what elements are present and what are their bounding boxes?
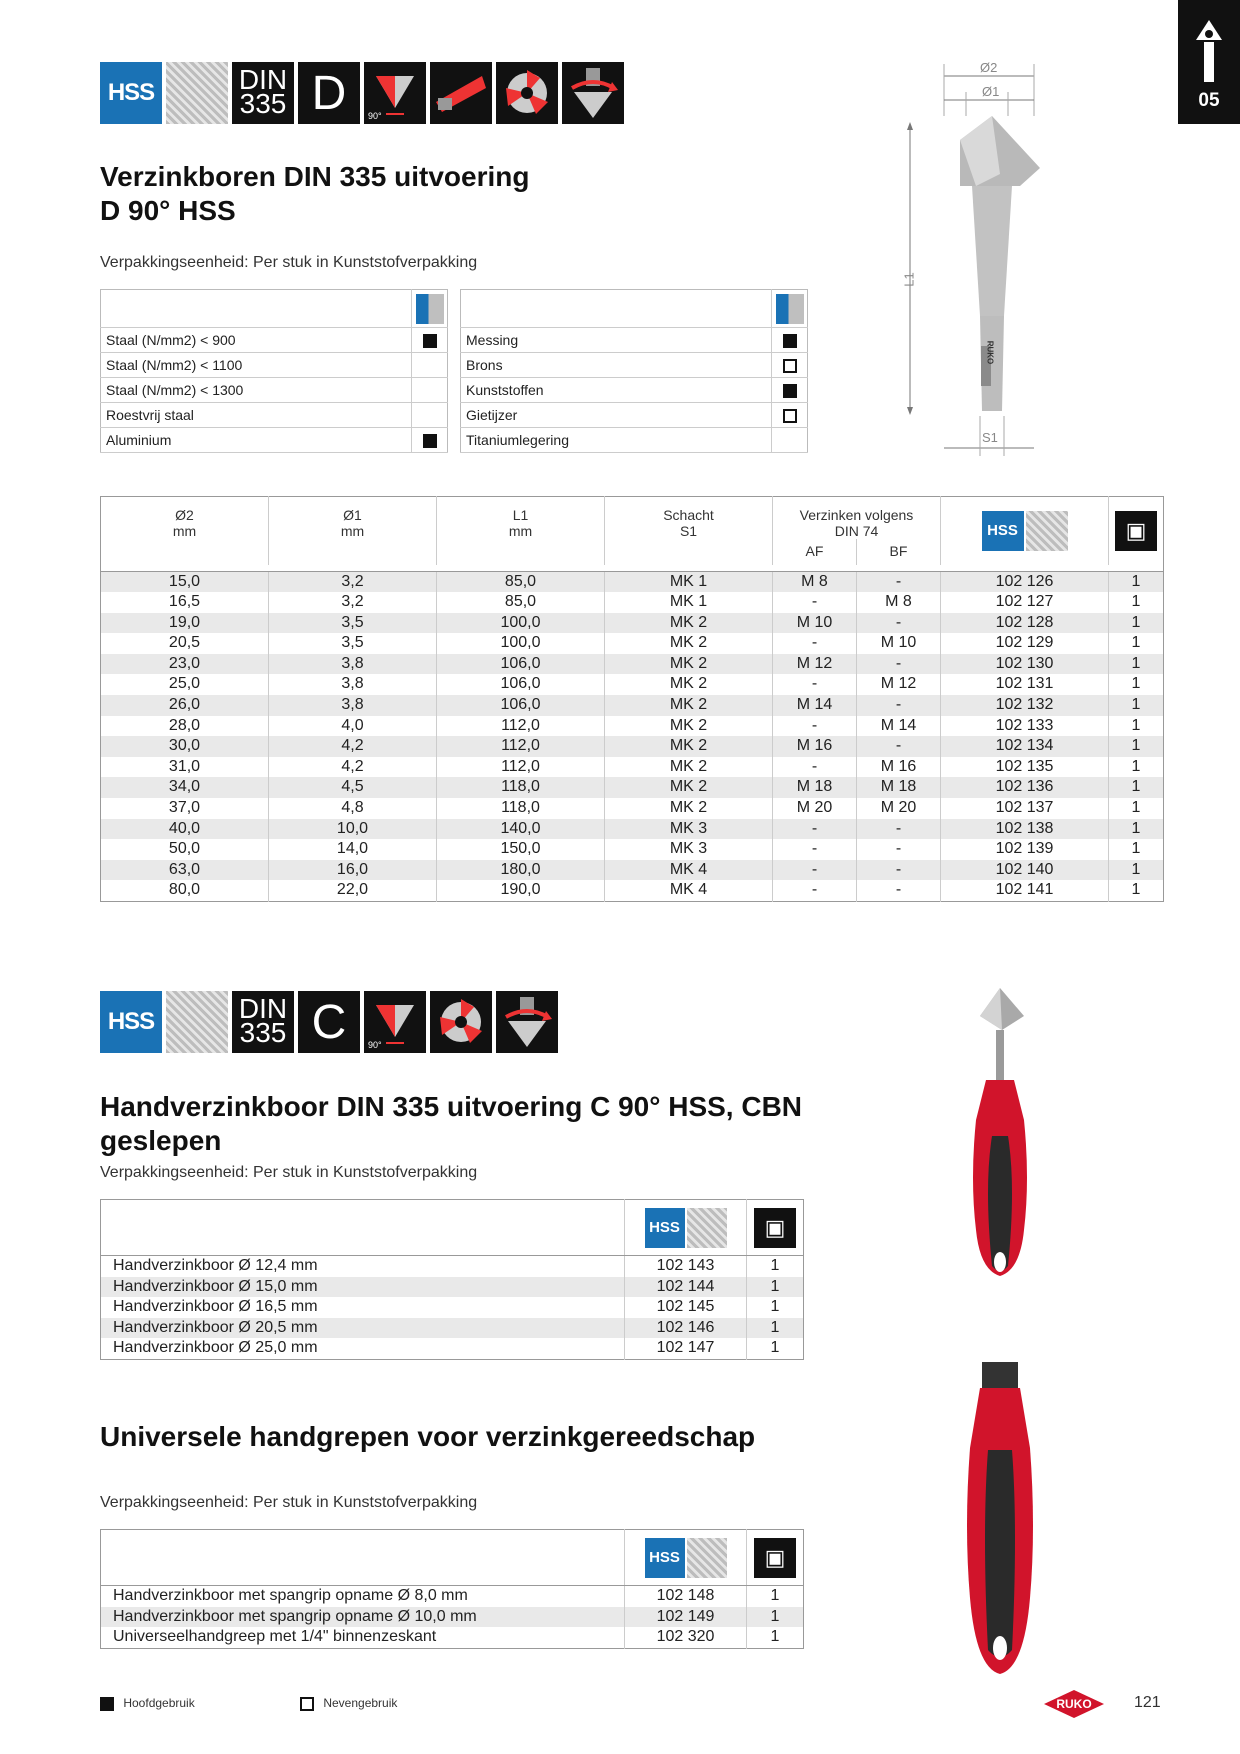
cell-af: M 12 — [773, 654, 857, 675]
cell-l1: 106,0 — [437, 654, 605, 675]
angle-label: 90° — [368, 1040, 382, 1050]
material-name: Gietijzer — [461, 403, 772, 428]
cell-d2: 63,0 — [101, 860, 269, 881]
material-use-icon — [776, 294, 804, 324]
legend-side-label: Nevengebruik — [323, 1696, 398, 1710]
three-flute-icon — [430, 991, 492, 1053]
table-row — [101, 716, 1164, 737]
cell-af: M 14 — [773, 695, 857, 716]
cell-d1: 4,5 — [269, 777, 437, 798]
three-flute-icon — [496, 62, 558, 124]
cell-af: - — [773, 757, 857, 778]
section2-title — [100, 1090, 820, 1158]
cell-l1: 112,0 — [437, 736, 605, 757]
section2-icon-strip — [100, 991, 558, 1053]
material-row — [461, 328, 808, 353]
cell-quantity: 1 — [1109, 777, 1164, 798]
cell-quantity: 1 — [1109, 695, 1164, 716]
diagram-brand: RUKO — [985, 340, 995, 365]
cell-quantity: 1 — [1109, 860, 1164, 881]
materials-table-right — [460, 289, 808, 453]
cell-l1: 112,0 — [437, 757, 605, 778]
legend-side-use — [300, 1696, 397, 1711]
materials-table-left — [100, 289, 448, 453]
cell-article-number: 102 145 — [625, 1297, 747, 1318]
metal-finish-icon — [687, 1208, 727, 1248]
cell-d1: 3,8 — [269, 654, 437, 675]
material-use-icon — [416, 294, 444, 324]
cell-article-number: 102 137 — [941, 798, 1109, 819]
cell-shank: MK 2 — [605, 695, 773, 716]
table-row — [101, 592, 1164, 613]
cell-article-number: 102 140 — [941, 860, 1109, 881]
countersink-spec-table — [100, 496, 1164, 902]
cell-shank: MK 2 — [605, 613, 773, 634]
package-icon: ▣ — [754, 1538, 796, 1578]
material-row — [461, 378, 808, 403]
hand-countersink-image — [940, 986, 1060, 1296]
metal-finish-icon — [1026, 511, 1068, 551]
table-row — [101, 654, 1164, 675]
cell-article-number: 102 138 — [941, 819, 1109, 840]
hand-countersink-table — [100, 1199, 804, 1360]
cell-bf: - — [857, 839, 941, 860]
cell-d2: 19,0 — [101, 613, 269, 634]
cell-article-number: 102 147 — [625, 1338, 747, 1359]
table-row — [101, 1318, 804, 1339]
material-row — [101, 328, 448, 353]
table-row — [101, 1277, 804, 1298]
cell-quantity: 1 — [770, 1257, 780, 1274]
material-name: Brons — [461, 353, 772, 378]
cell-shank: MK 4 — [605, 860, 773, 881]
cell-l1: 180,0 — [437, 860, 605, 881]
cell-shank: MK 2 — [605, 654, 773, 675]
cell-l1: 140,0 — [437, 819, 605, 840]
cell-l1: 85,0 — [437, 592, 605, 613]
cell-quantity: 1 — [747, 1607, 804, 1628]
cell-bf: M 18 — [857, 777, 941, 798]
table-row — [101, 839, 1164, 860]
cell-l1: 150,0 — [437, 839, 605, 860]
cell-bf: M 12 — [857, 674, 941, 695]
section1-title-line2: D 90° HSS — [100, 195, 236, 226]
table-row — [101, 1607, 804, 1628]
cell-bf: M 14 — [857, 716, 941, 737]
cell-bf: - — [857, 654, 941, 675]
filled-square-icon — [100, 1697, 114, 1711]
diagram-label-l1: L1 — [901, 272, 917, 287]
cell-shank: MK 3 — [605, 839, 773, 860]
cell-af: - — [773, 716, 857, 737]
table-row — [101, 777, 1164, 798]
cell-article-number: 102 136 — [941, 777, 1109, 798]
cell-bf: M 8 — [857, 592, 941, 613]
material-name: Staal (N/mm2) < 1100 — [101, 353, 412, 378]
legend-main-use — [100, 1696, 195, 1711]
cell-bf: M 10 — [857, 633, 941, 654]
cell-description: Universeelhandgreep met 1/4" binnenzeskant — [101, 1627, 625, 1648]
col-verzinken: Verzinken volgens DIN 74 — [773, 497, 941, 540]
table-row — [101, 1256, 804, 1277]
din-label: DIN — [238, 64, 288, 95]
cell-shank: MK 2 — [605, 633, 773, 654]
metal-finish-icon — [687, 1538, 727, 1578]
cell-d2: 25,0 — [101, 674, 269, 695]
countersink-diagram — [880, 56, 1080, 466]
angle-icon — [364, 991, 426, 1053]
section3-packaging: Verpakkingseenheid: Per stuk in Kunststofverpakking — [100, 1494, 478, 1511]
table-row — [101, 674, 1164, 695]
section2-title-line2: geslepen — [100, 1125, 222, 1156]
cell-af: M 8 — [773, 571, 857, 592]
cell-d1: 4,2 — [269, 736, 437, 757]
cell-article-number: 102 146 — [625, 1318, 747, 1339]
material-row — [101, 353, 448, 378]
diagram-label-d1: Ø1 — [982, 84, 1000, 99]
cell-l1: 118,0 — [437, 777, 605, 798]
col-schacht: Schacht S1 — [605, 497, 773, 566]
material-name: Aluminium — [101, 428, 412, 453]
cell-bf: - — [857, 880, 941, 901]
material-name: Staal (N/mm2) < 900 — [101, 328, 412, 353]
cell-article-number: 102 144 — [625, 1277, 747, 1298]
empty-square-icon — [300, 1697, 314, 1711]
cell-af: M 10 — [773, 613, 857, 634]
cell-shank: MK 3 — [605, 819, 773, 840]
material-row — [461, 428, 808, 453]
table-row — [101, 736, 1164, 757]
cell-article-number: 102 130 — [941, 654, 1109, 675]
cell-quantity: 1 — [1109, 571, 1164, 592]
table-row — [101, 757, 1164, 778]
cell-af: - — [773, 839, 857, 860]
cell-article-number: 102 320 — [625, 1627, 747, 1648]
package-icon: ▣ — [1115, 511, 1157, 551]
cell-quantity: 1 — [1109, 613, 1164, 634]
cell-d1: 3,5 — [269, 633, 437, 654]
material-row — [101, 403, 448, 428]
cell-quantity: 1 — [1131, 675, 1141, 693]
table-row — [101, 633, 1164, 654]
cell-quantity: 1 — [770, 1628, 780, 1645]
cell-d1: 3,8 — [269, 674, 437, 695]
cell-d1: 3,8 — [269, 695, 437, 716]
cell-bf: - — [857, 860, 941, 881]
cell-d2: 31,0 — [101, 757, 269, 778]
cell-quantity: 1 — [1131, 840, 1141, 858]
cell-quantity: 1 — [1131, 799, 1141, 817]
cell-shank: MK 2 — [605, 757, 773, 778]
cell-d1: 3,2 — [269, 592, 437, 613]
cell-quantity: 1 — [770, 1298, 780, 1315]
table-row — [101, 880, 1164, 901]
section2-packaging: Verpakkingseenheid: Per stuk in Kunststofverpakking — [100, 1164, 478, 1181]
cell-article-number: 102 128 — [941, 613, 1109, 634]
cell-bf: - — [857, 695, 941, 716]
universal-handle-table — [100, 1529, 804, 1649]
material-row — [101, 378, 448, 403]
section1-title — [100, 160, 720, 228]
cell-quantity: 1 — [1109, 819, 1164, 840]
cell-l1: 112,0 — [437, 716, 605, 737]
cell-article-number: 102 135 — [941, 757, 1109, 778]
section2-title-line1: Handverzinkboor DIN 335 uitvoering C 90° HSS, CBN — [100, 1091, 803, 1122]
cell-l1: 100,0 — [437, 633, 605, 654]
main-use-square-icon — [783, 334, 797, 348]
cell-d2: 23,0 — [101, 654, 269, 675]
col-bf: BF — [857, 539, 941, 565]
cell-article-number: 102 127 — [941, 592, 1109, 613]
cell-shank: MK 2 — [605, 736, 773, 757]
cell-d2: 20,5 — [101, 633, 269, 654]
cell-bf: M 20 — [857, 798, 941, 819]
cell-af: - — [773, 860, 857, 881]
table-row — [101, 695, 1164, 716]
col-d1: Ø1 mm — [269, 497, 437, 566]
hss-icon: HSS — [645, 1538, 685, 1578]
cell-d2: 50,0 — [101, 839, 269, 860]
hss-icon: HSS — [645, 1208, 685, 1248]
col-l1: L1 mm — [437, 497, 605, 566]
rotation-icon — [496, 991, 558, 1053]
universal-handle-image — [940, 1360, 1060, 1680]
cell-quantity: 1 — [1109, 736, 1164, 757]
din-icon — [232, 62, 294, 124]
cell-shank: MK 1 — [605, 571, 773, 592]
cell-l1: 85,0 — [437, 571, 605, 592]
angle-label: 90° — [368, 111, 382, 121]
cell-af: - — [773, 633, 857, 654]
cell-d2: 30,0 — [101, 736, 269, 757]
material-row — [101, 428, 448, 453]
cell-article-number: 102 141 — [941, 880, 1109, 901]
cell-article-number: 102 148 — [625, 1586, 747, 1607]
cell-d2: 80,0 — [101, 880, 269, 901]
cell-article-number: 102 126 — [941, 571, 1109, 592]
cell-quantity: 1 — [770, 1587, 780, 1604]
din-number: 335 — [239, 1017, 287, 1048]
material-row — [461, 403, 808, 428]
page-number: 121 — [1134, 1694, 1161, 1711]
cell-af: - — [773, 880, 857, 901]
cell-article-number: 102 129 — [941, 633, 1109, 654]
din-number: 335 — [239, 88, 287, 119]
section1-icon-strip — [100, 62, 624, 124]
cell-d1: 10,0 — [269, 819, 437, 840]
table-row — [101, 1338, 804, 1359]
ruko-logo-text: RUKO — [1056, 1697, 1092, 1711]
type-letter-icon: D — [298, 62, 360, 124]
col-af: AF — [773, 539, 857, 565]
cell-quantity: 1 — [747, 1318, 804, 1339]
diagram-label-s1: S1 — [982, 430, 998, 445]
rotation-icon — [562, 62, 624, 124]
metal-finish-icon — [166, 991, 228, 1053]
col-quantity — [1109, 497, 1164, 566]
cell-article-number: 102 143 — [625, 1256, 747, 1277]
cell-bf: - — [857, 736, 941, 757]
main-use-square-icon — [423, 334, 437, 348]
cell-article-number: 102 134 — [941, 736, 1109, 757]
col-d2: Ø2 mm — [101, 497, 269, 566]
cell-af: - — [773, 674, 857, 695]
cell-d2: 15,0 — [101, 571, 269, 592]
cell-quantity: 1 — [1131, 634, 1141, 652]
cell-l1: 106,0 — [437, 695, 605, 716]
table-row — [101, 1627, 804, 1648]
diagram-label-d2: Ø2 — [980, 60, 998, 75]
cell-l1: 190,0 — [437, 880, 605, 901]
type-letter-icon: C — [298, 991, 360, 1053]
morse-shank-icon — [430, 62, 492, 124]
cell-d2: 16,5 — [101, 592, 269, 613]
cell-d1: 4,8 — [269, 798, 437, 819]
main-use-square-icon — [783, 384, 797, 398]
cell-af: - — [773, 819, 857, 840]
chapter-tab — [1178, 0, 1240, 124]
cell-description: Handverzinkboor Ø 25,0 mm — [101, 1338, 625, 1359]
cell-article-number: 102 131 — [941, 674, 1109, 695]
cell-d1: 4,2 — [269, 757, 437, 778]
cell-description: Handverzinkboor met spangrip opname Ø 10,0 mm — [101, 1607, 625, 1628]
cell-d1: 3,5 — [269, 613, 437, 634]
material-row — [461, 353, 808, 378]
metal-finish-icon — [166, 62, 228, 124]
cell-af: M 20 — [773, 798, 857, 819]
section3-title — [100, 1420, 860, 1454]
angle-icon — [364, 62, 426, 124]
main-use-square-icon — [423, 434, 437, 448]
cell-af: - — [773, 592, 857, 613]
cell-article-number: 102 149 — [625, 1607, 747, 1628]
cell-af: M 18 — [773, 777, 857, 798]
cell-shank: MK 2 — [605, 777, 773, 798]
cell-bf: M 16 — [857, 757, 941, 778]
hss-icon: HSS — [982, 511, 1024, 551]
cell-quantity: 1 — [770, 1339, 780, 1356]
cell-shank: MK 2 — [605, 716, 773, 737]
table-row — [101, 860, 1164, 881]
cell-shank: MK 1 — [605, 592, 773, 613]
cell-l1: 106,0 — [437, 674, 605, 695]
din-label: DIN — [238, 993, 288, 1024]
cell-d1: 3,2 — [269, 571, 437, 592]
table-row — [101, 798, 1164, 819]
cell-shank: MK 4 — [605, 880, 773, 901]
cell-description: Handverzinkboor met spangrip opname Ø 8,0 mm — [101, 1586, 625, 1607]
cell-af: M 16 — [773, 736, 857, 757]
din-icon — [232, 991, 294, 1053]
cell-description: Handverzinkboor Ø 12,4 mm — [101, 1256, 625, 1277]
table-row — [101, 613, 1164, 634]
cell-quantity: 1 — [1131, 593, 1141, 611]
cell-article-number: 102 132 — [941, 695, 1109, 716]
cell-shank: MK 2 — [605, 674, 773, 695]
cell-article-number: 102 133 — [941, 716, 1109, 737]
cell-quantity: 1 — [1131, 757, 1141, 775]
material-name: Messing — [461, 328, 772, 353]
cell-d1: 4,0 — [269, 716, 437, 737]
table-row — [101, 571, 1164, 592]
legend-main-label: Hoofdgebruik — [123, 1696, 195, 1710]
cell-bf: - — [857, 613, 941, 634]
cell-bf: - — [857, 819, 941, 840]
cell-d2: 40,0 — [101, 819, 269, 840]
hss-icon: HSS — [100, 991, 162, 1053]
chapter-number: 05 — [1198, 90, 1220, 111]
col-article — [941, 497, 1109, 566]
side-use-square-icon — [783, 359, 797, 373]
cell-description: Handverzinkboor Ø 20,5 mm — [101, 1318, 625, 1339]
table-row — [101, 1586, 804, 1607]
hss-icon: HSS — [100, 62, 162, 124]
side-use-square-icon — [783, 409, 797, 423]
cell-d2: 37,0 — [101, 798, 269, 819]
cell-d1: 22,0 — [269, 880, 437, 901]
material-name: Kunststoffen — [461, 378, 772, 403]
table-row — [101, 819, 1164, 840]
cell-quantity: 1 — [1131, 716, 1141, 734]
cell-l1: 100,0 — [437, 613, 605, 634]
table-row — [101, 1297, 804, 1318]
cell-shank: MK 2 — [605, 798, 773, 819]
cell-quantity: 1 — [747, 1277, 804, 1298]
cell-bf: - — [857, 571, 941, 592]
material-name: Titaniumlegering — [461, 428, 772, 453]
material-name: Staal (N/mm2) < 1300 — [101, 378, 412, 403]
cell-d2: 34,0 — [101, 777, 269, 798]
cell-d1: 16,0 — [269, 860, 437, 881]
cell-quantity: 1 — [1131, 881, 1141, 899]
cell-description: Handverzinkboor Ø 15,0 mm — [101, 1277, 625, 1298]
cell-article-number: 102 139 — [941, 839, 1109, 860]
package-icon: ▣ — [754, 1208, 796, 1248]
cell-d2: 26,0 — [101, 695, 269, 716]
cell-d1: 14,0 — [269, 839, 437, 860]
cell-quantity: 1 — [1109, 654, 1164, 675]
section3-title-text: Universele handgrepen voor verzinkgereedschap — [100, 1421, 756, 1452]
cell-description: Handverzinkboor Ø 16,5 mm — [101, 1297, 625, 1318]
section1-title-line1: Verzinkboren DIN 335 uitvoering — [100, 161, 530, 192]
cell-l1: 118,0 — [437, 798, 605, 819]
countersink-icon — [1196, 20, 1222, 82]
ruko-logo — [1044, 1690, 1104, 1718]
material-name: Roestvrij staal — [101, 403, 412, 428]
cell-d2: 28,0 — [101, 716, 269, 737]
section1-packaging: Verpakkingseenheid: Per stuk in Kunststofverpakking — [100, 254, 478, 271]
